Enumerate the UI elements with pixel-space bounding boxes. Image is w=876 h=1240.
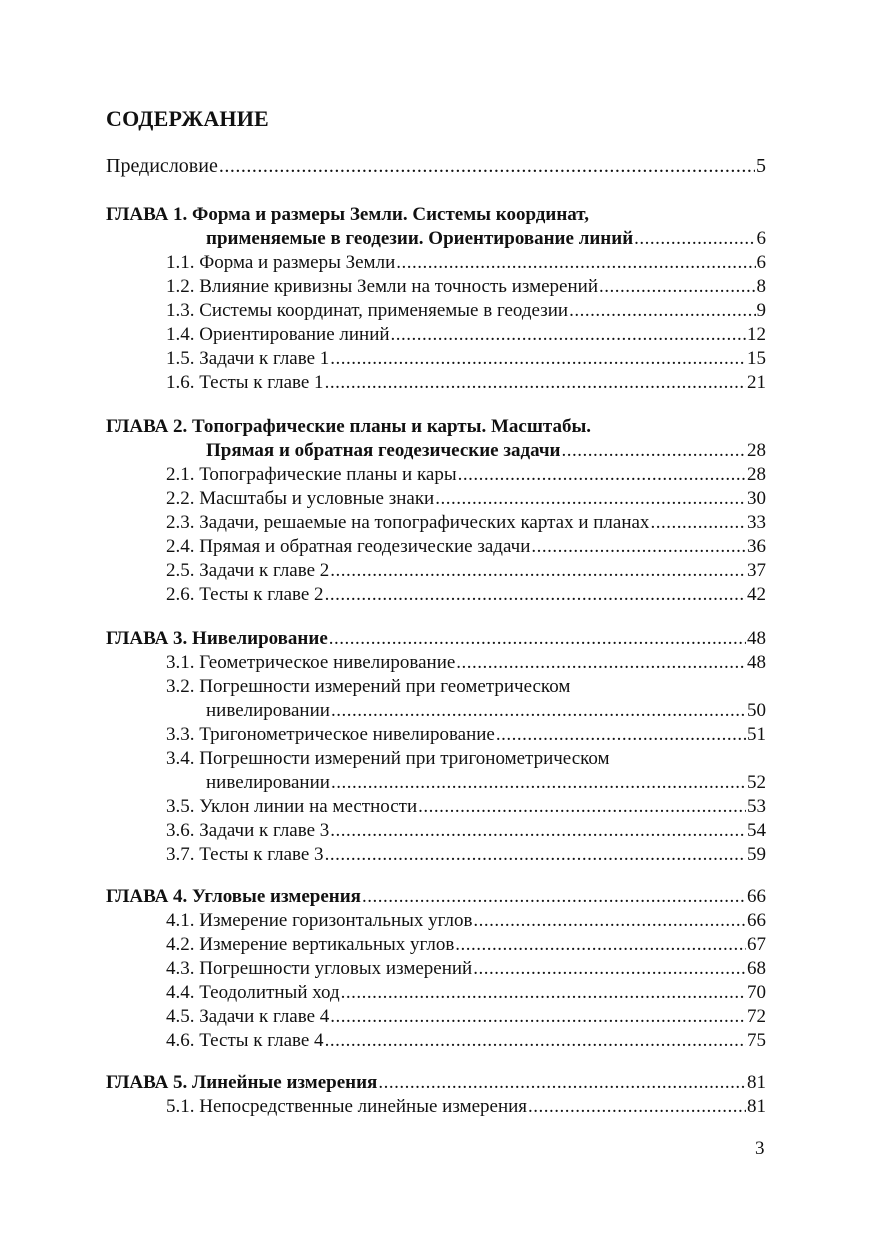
toc-entry[interactable] <box>166 675 766 698</box>
toc-entry-preface[interactable] <box>106 155 766 178</box>
entry-page: 59 <box>747 844 766 865</box>
leader-dots <box>599 275 756 298</box>
entry-page: 75 <box>747 1030 766 1051</box>
entry-page: 70 <box>747 982 766 1003</box>
leader-dots <box>325 583 746 606</box>
entry-text: 3.1. Геометрическое нивелирование <box>166 652 456 673</box>
toc-entry[interactable] <box>166 347 766 370</box>
toc-entry[interactable] <box>166 747 766 770</box>
toc-entry[interactable] <box>166 1095 766 1118</box>
entry-page: 9 <box>756 300 766 321</box>
entry-text: 1.2. Влияние кривизны Земли на точность измерений <box>166 276 598 297</box>
leader-dots <box>391 323 746 346</box>
entry-text: 3.2. Погрешности измерений при геометрическом <box>166 676 571 697</box>
entry-text: 3.4. Погрешности измерений при тригонометрическом <box>166 748 610 769</box>
toc-entry[interactable] <box>166 819 766 842</box>
entry-page: 68 <box>747 958 766 979</box>
entry-page: 72 <box>747 1006 766 1027</box>
entry-page: 50 <box>747 700 766 721</box>
entry-page: 21 <box>747 372 766 393</box>
entry-page: 30 <box>747 488 766 509</box>
toc-entry[interactable] <box>166 463 766 486</box>
toc-entry-cont[interactable] <box>206 771 766 794</box>
leader-dots <box>330 1005 746 1028</box>
entry-text: 1.4. Ориентирование линий <box>166 324 390 345</box>
entry-page: 54 <box>747 820 766 841</box>
leader-dots <box>378 1071 746 1094</box>
entry-text: 2.4. Прямая и обратная геодезические задачи <box>166 536 531 557</box>
leader-dots <box>418 795 746 818</box>
chapter-heading[interactable] <box>106 415 766 438</box>
entry-text: 4.2. Измерение вертикальных углов <box>166 934 455 955</box>
leader-dots <box>561 439 746 462</box>
leader-dots <box>331 699 746 722</box>
leader-dots <box>362 885 746 908</box>
leader-dots <box>650 511 746 534</box>
toc-entry[interactable] <box>166 583 766 606</box>
entry-text: 5.1. Непосредственные линейные измерения <box>166 1096 528 1117</box>
chapter-page: 6 <box>756 228 766 249</box>
entry-text: 4.5. Задачи к главе 4 <box>166 1006 330 1027</box>
entry-text: 3.3. Тригонометрическое нивелирование <box>166 724 495 745</box>
entry-text: 2.6. Тесты к главе 2 <box>166 584 324 605</box>
leader-dots <box>456 651 746 674</box>
entry-page: 15 <box>747 348 766 369</box>
entry-page: 67 <box>747 934 766 955</box>
entry-page: 5 <box>756 155 766 177</box>
chapter-title: ГЛАВА 2. Топографические планы и карты. Масштабы. <box>106 416 592 437</box>
leader-dots <box>325 1029 746 1052</box>
toc-entry[interactable] <box>166 511 766 534</box>
leader-dots <box>219 155 755 178</box>
entry-text: Предисловие <box>106 155 218 177</box>
leader-dots <box>330 347 746 370</box>
entry-text: 2.1. Топографические планы и кары <box>166 464 457 485</box>
toc-title: СОДЕРЖАНИЕ <box>106 106 269 131</box>
chapter-heading[interactable] <box>106 885 766 908</box>
entry-page: 37 <box>747 560 766 581</box>
leader-dots <box>325 371 746 394</box>
entry-page: 42 <box>747 584 766 605</box>
entry-text: 1.3. Системы координат, применяемые в геодезии <box>166 300 569 321</box>
leader-dots <box>473 957 746 980</box>
chapter-heading-cont[interactable] <box>206 439 766 462</box>
toc-entry[interactable] <box>166 957 766 980</box>
entry-text: 4.3. Погрешности угловых измерений <box>166 958 473 979</box>
entry-text: 1.1. Форма и размеры Земли <box>166 252 396 273</box>
entry-page: 52 <box>747 772 766 793</box>
leader-dots <box>341 981 746 1004</box>
chapter-heading-cont[interactable] <box>206 227 766 250</box>
chapter-title: ГЛАВА 5. Линейные измерения <box>106 1072 378 1093</box>
leader-dots <box>634 227 755 250</box>
toc-entry[interactable] <box>166 843 766 866</box>
leader-dots <box>455 933 746 956</box>
toc-entry[interactable] <box>166 487 766 510</box>
entry-page: 81 <box>747 1096 766 1117</box>
leader-dots <box>329 627 746 650</box>
chapter-title-cont: Прямая и обратная геодезические задачи <box>206 440 561 461</box>
entry-page: 8 <box>756 276 766 297</box>
entry-text-cont: нивелировании <box>206 700 330 721</box>
leader-dots <box>330 819 746 842</box>
chapter-page: 48 <box>747 628 766 649</box>
entry-text: 4.1. Измерение горизонтальных углов <box>166 910 473 931</box>
toc-entry[interactable] <box>166 933 766 956</box>
page-number: 3 <box>755 1138 765 1159</box>
chapter-page: 28 <box>747 440 766 461</box>
toc-entry[interactable] <box>166 651 766 674</box>
entry-page: 36 <box>747 536 766 557</box>
entry-text: 4.4. Теодолитный ход <box>166 982 340 1003</box>
chapter-title: ГЛАВА 1. Форма и размеры Земли. Системы координат, <box>106 204 589 225</box>
leader-dots <box>528 1095 746 1118</box>
entry-text: 4.6. Тесты к главе 4 <box>166 1030 324 1051</box>
chapter-title-cont: применяемые в геодезии. Ориентирование линий <box>206 228 634 249</box>
toc-entry[interactable] <box>166 909 766 932</box>
leader-dots <box>496 723 746 746</box>
entry-text-cont: нивелировании <box>206 772 330 793</box>
entry-text: 3.5. Уклон линии на местности <box>166 796 418 817</box>
entry-page: 28 <box>747 464 766 485</box>
chapter-title: ГЛАВА 3. Нивелирование <box>106 628 328 649</box>
leader-dots <box>325 843 746 866</box>
entry-text: 2.5. Задачи к главе 2 <box>166 560 330 581</box>
chapter-heading[interactable] <box>106 1071 766 1094</box>
chapter-page: 81 <box>747 1072 766 1093</box>
toc-entry[interactable] <box>166 299 766 322</box>
entry-text: 2.3. Задачи, решаемые на топографических картах и планах <box>166 512 650 533</box>
toc-entry[interactable] <box>166 251 766 274</box>
leader-dots <box>531 535 746 558</box>
toc-entry[interactable] <box>166 1029 766 1052</box>
toc-entry[interactable] <box>166 275 766 298</box>
entry-page: 53 <box>747 796 766 817</box>
toc-entry[interactable] <box>166 795 766 818</box>
entry-page: 6 <box>756 252 766 273</box>
entry-page: 66 <box>747 910 766 931</box>
leader-dots <box>330 559 746 582</box>
entry-text: 3.6. Задачи к главе 3 <box>166 820 330 841</box>
chapter-heading[interactable] <box>106 627 766 650</box>
toc-entry[interactable] <box>166 559 766 582</box>
entry-text: 1.5. Задачи к главе 1 <box>166 348 330 369</box>
toc-entry[interactable] <box>166 1005 766 1028</box>
toc-entry-cont[interactable] <box>206 699 766 722</box>
chapter-title: ГЛАВА 4. Угловые измерения <box>106 886 361 907</box>
entry-page: 33 <box>747 512 766 533</box>
leader-dots <box>435 487 746 510</box>
toc-entry[interactable] <box>166 723 766 746</box>
entry-page: 12 <box>747 324 766 345</box>
toc-entry[interactable] <box>166 535 766 558</box>
toc-entry[interactable] <box>166 371 766 394</box>
leader-dots <box>396 251 755 274</box>
entry-text: 1.6. Тесты к главе 1 <box>166 372 324 393</box>
chapter-page: 66 <box>747 886 766 907</box>
leader-dots <box>569 299 755 322</box>
entry-page: 51 <box>747 724 766 745</box>
entry-text: 2.2. Масштабы и условные знаки <box>166 488 435 509</box>
entry-text: 3.7. Тесты к главе 3 <box>166 844 324 865</box>
toc-entry[interactable] <box>166 981 766 1004</box>
leader-dots <box>331 771 746 794</box>
leader-dots <box>458 463 746 486</box>
chapter-heading[interactable] <box>106 203 766 226</box>
entry-page: 48 <box>747 652 766 673</box>
toc-entry[interactable] <box>166 323 766 346</box>
leader-dots <box>473 909 746 932</box>
